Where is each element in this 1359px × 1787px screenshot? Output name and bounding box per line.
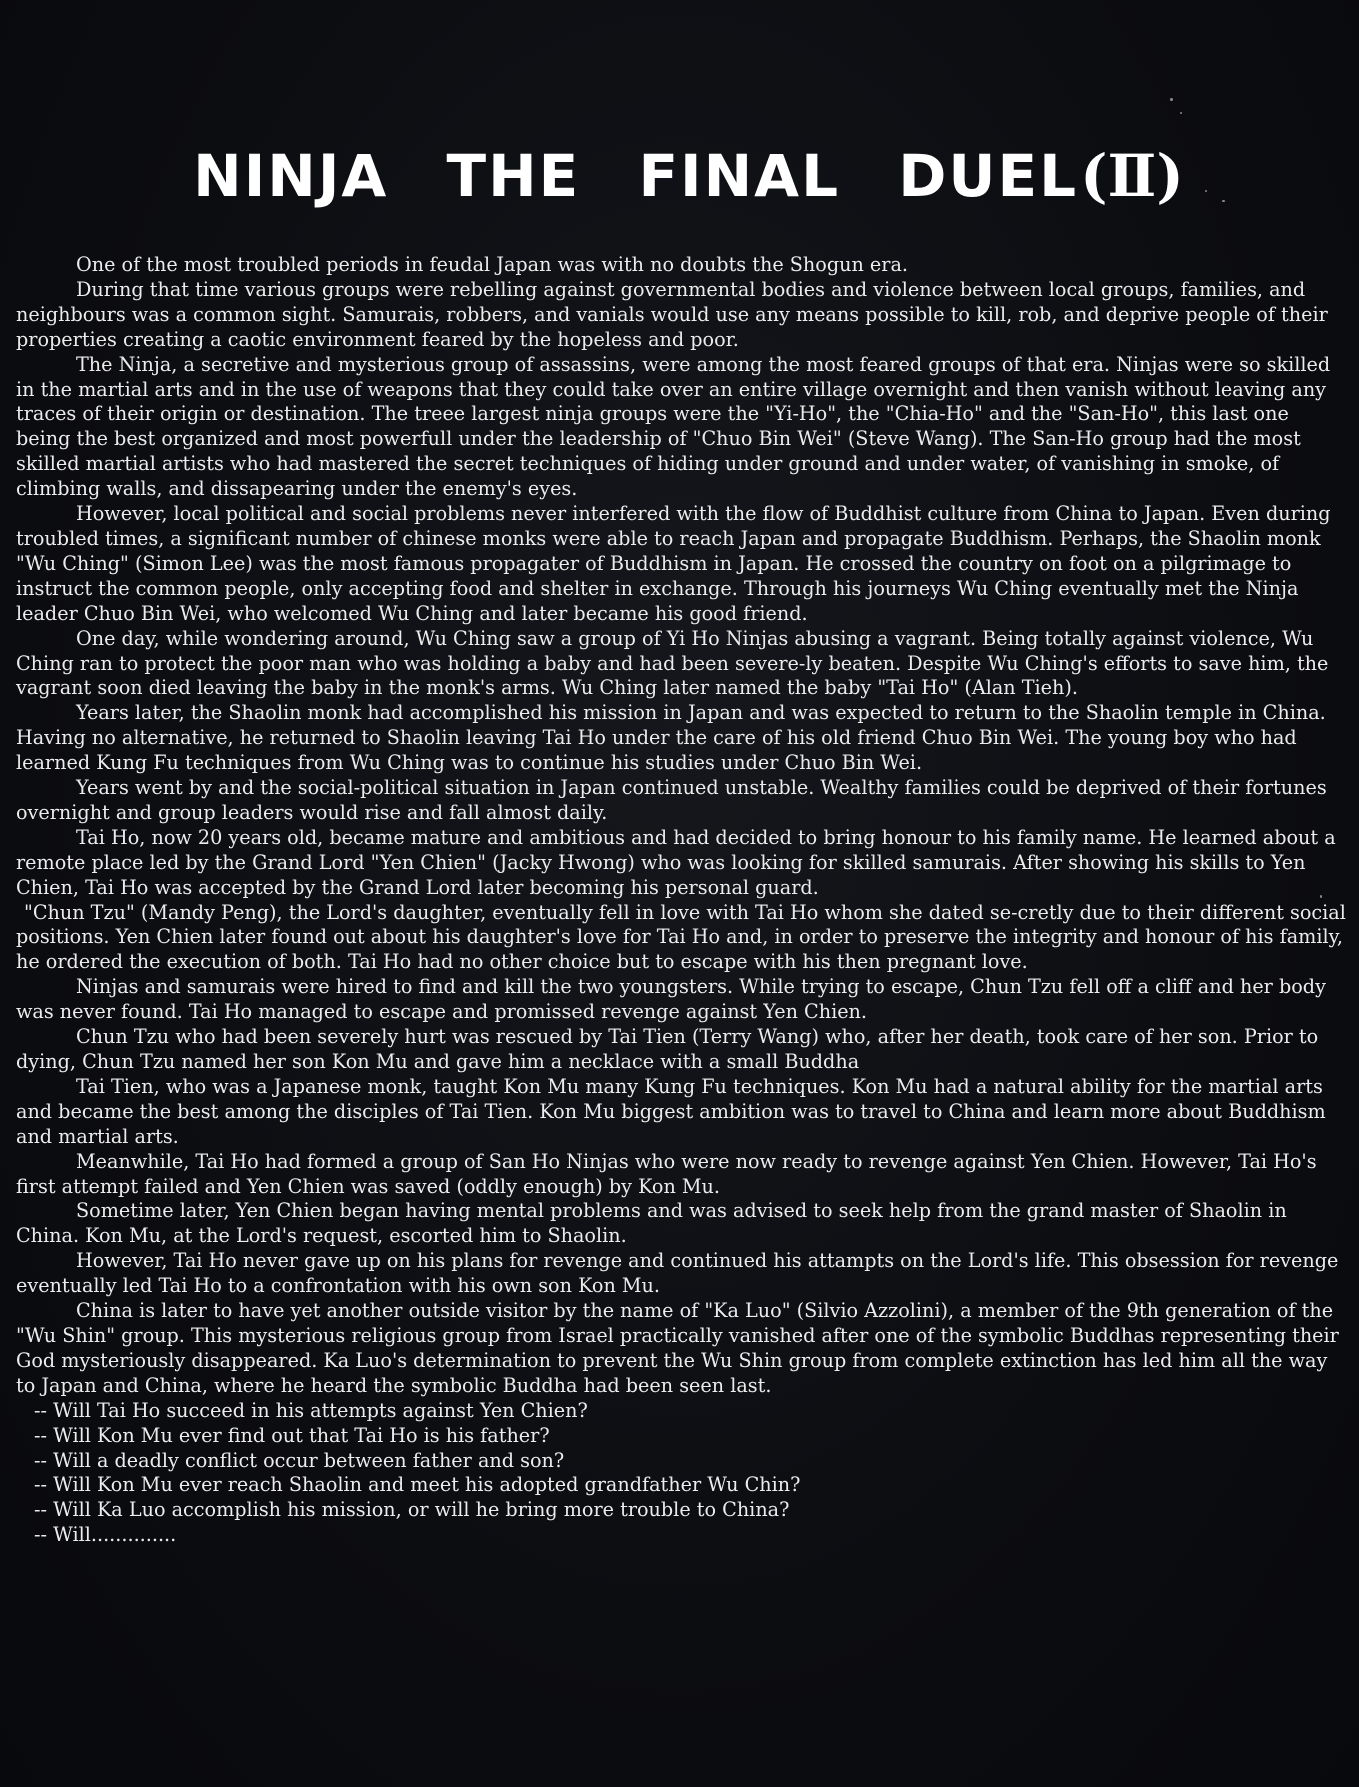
paragraph: Years went by and the social-political situation in Japan continued unstable. Wealthy families could be deprived of their fortunes overnight and group leaders would rise and fall almost daily. xyxy=(16,776,1327,824)
page-title xyxy=(0,142,1359,210)
question-item: -- Will Ka Luo accomplish his mission, or will he bring more trouble to China? xyxy=(34,1498,1346,1523)
paragraph: Tai Ho, now 20 years old, became mature and ambitious and had decided to bring honour to his family name. He learned about a remote place led by the Grand Lord "Yen Chien" (Jacky Hwong) who was looking for skilled samurais. After showing his skills to Yen Chien, Tai Ho was accepted by the Grand Lord later becoming his personal guard. xyxy=(16,825,1336,899)
question-item: -- Will.............. xyxy=(34,1523,1346,1548)
synopsis-body xyxy=(16,253,1346,1548)
paragraph: One day, while wondering around, Wu Ching saw a group of Yi Ho Ninjas abusing a vagrant. Being totally against violence, Wu Ching ran to protect the poor man who was holding a baby and had been severe-ly beaten. Despite Wu Ching's efforts to save him, the vagrant soon died leaving the baby in the monk's arms. Wu Ching later named the baby "Tai Ho" (Alan Tieh). xyxy=(16,626,1329,700)
paragraph: Years later, the Shaolin monk had accomplished his mission in Japan and was expected to return to the Shaolin temple in China. Having no alternative, he returned to Shaolin leaving Tai Ho under the care of his old friend Chuo Bin Wei. The young boy who had learned Kung Fu techniques from Wu Ching was to continue his studies under Chuo Bin Wei. xyxy=(16,701,1326,775)
paragraph: Sometime later, Yen Chien began having mental problems and was advised to seek help from the grand master of Shaolin in China. Kon Mu, at the Lord's request, escorted him to Shaolin. xyxy=(16,1199,1287,1248)
question-item: -- Will Kon Mu ever find out that Tai Ho is his father? xyxy=(34,1424,1346,1449)
paragraph: Tai Tien, who was a Japanese monk, taught Kon Mu many Kung Fu techniques. Kon Mu had a natural ability for the martial arts and became the best among the disciples of Tai Tien. Kon Mu biggest ambition was to travel to China and learn more about Buddhism and martial arts. xyxy=(16,1074,1326,1148)
title-word: FINAL xyxy=(638,141,841,210)
paragraph: Chun Tzu who had been severely hurt was rescued by Tai Tien (Terry Wang) who, after her death, took care of her son. Prior to dying, Chun Tzu named her son Kon Mu and gave him a necklace with a small Buddha xyxy=(16,1025,1319,1073)
question-item: -- Will a deadly conflict occur between father and son? xyxy=(34,1449,1346,1474)
paragraph: However, local political and social problems never interfered with the flow of Buddhist culture from China to Japan. Even during troubled times, a significant number of chinese monks were able to reach Japan and propagate Buddhism. Perhaps, the Shaolin monk "Wu Ching" (Simon Lee) was the most famous propagater of Buddhism in Japan. He crossed the country on foot on a pilgrimage to instruct the common people, only accepting food and shelter in exchange. Through his journeys Wu Ching eventually met the Ninja leader Chuo Bin Wei, who welcomed Wu Ching and later became his good friend. xyxy=(16,502,1331,625)
paragraph: During that time various groups were rebelling against governmental bodies and violence between local groups, families, and neighbours was a common sight. Samurais, robbers, and vanials would use any means possible to kill, rob, and deprive people of their properties creating a caotic environment feared by the hopeless and poor. xyxy=(16,277,1328,351)
question-item: -- Will Tai Ho succeed in his attempts against Yen Chien? xyxy=(34,1399,1346,1424)
dust-speck xyxy=(1205,190,1207,192)
question-list xyxy=(16,1399,1346,1548)
paragraph: "Chun Tzu" (Mandy Peng), the Lord's daughter, eventually fell in love with Tai Ho whom she dated se-cretly due to their different social positions. Yen Chien later found out about his daughter's love for Tai Ho and, in order to preserve the integrity and honour of his family, he ordered the execution of both. Tai Ho had no other choice but to escape with his then pregnant love. xyxy=(16,900,1346,974)
title-numeral: (Ⅱ) xyxy=(1080,141,1184,210)
paragraph: Meanwhile, Tai Ho had formed a group of San Ho Ninjas who were now ready to revenge against Yen Chien. However, Tai Ho's first attempt failed and Yen Chien was saved (oddly enough) by Kon Mu. xyxy=(16,1149,1317,1198)
paragraph: However, Tai Ho never gave up on his plans for revenge and continued his attampts on the Lord's life. This obsession for revenge eventually led Tai Ho to a confrontation with his own son Kon Mu. xyxy=(16,1249,1339,1298)
paragraph: One of the most troubled periods in feudal Japan was with no doubts the Shogun era. xyxy=(76,253,908,276)
dust-speck xyxy=(1170,98,1173,101)
title-word: NINJA xyxy=(193,141,389,210)
dust-speck xyxy=(1320,895,1322,898)
dust-speck xyxy=(1180,112,1182,114)
dust-speck xyxy=(1222,200,1225,202)
title-word: THE xyxy=(446,141,581,210)
paragraph: Ninjas and samurais were hired to find and kill the two youngsters. While trying to escape, Chun Tzu fell off a cliff and her body was never found. Tai Ho managed to escape and promissed revenge against Yen Chien. xyxy=(16,975,1326,1024)
question-item: -- Will Kon Mu ever reach Shaolin and meet his adopted grandfather Wu Chin? xyxy=(34,1473,1346,1498)
paragraph: China is later to have yet another outside visitor by the name of "Ka Luo" (Silvio Azzolini), a member of the 9th generation of the "Wu Shin" group. This mysterious religious group from Israel practically vanished after one of the symbolic Buddhas representing their God mysteriously disappeared. Ka Luo's determination to prevent the Wu Shin group from complete extinction has led him all the way to Japan and China, where he heard the symbolic Buddha had been seen last. xyxy=(16,1299,1339,1397)
paragraph: The Ninja, a secretive and mysterious group of assassins, were among the most feared groups of that era. Ninjas were so skilled in the martial arts and in the use of weapons that they could take over an entire village overnight and then vanish without leaving any traces of their origin or destination. The treee largest ninja groups were the "Yi-Ho", the "Chia-Ho" and the "San-Ho", this last one being the best organized and most powerfull under the leadership of "Chuo Bin Wei" (Steve Wang). The San-Ho group had the most skilled martial artists who had mastered the secret techniques of hiding under ground and under water, of vanishing in smoke, of climbing walls, and dissapearing under the enemy's eyes. xyxy=(16,352,1331,501)
title-word: DUEL xyxy=(898,141,1079,210)
